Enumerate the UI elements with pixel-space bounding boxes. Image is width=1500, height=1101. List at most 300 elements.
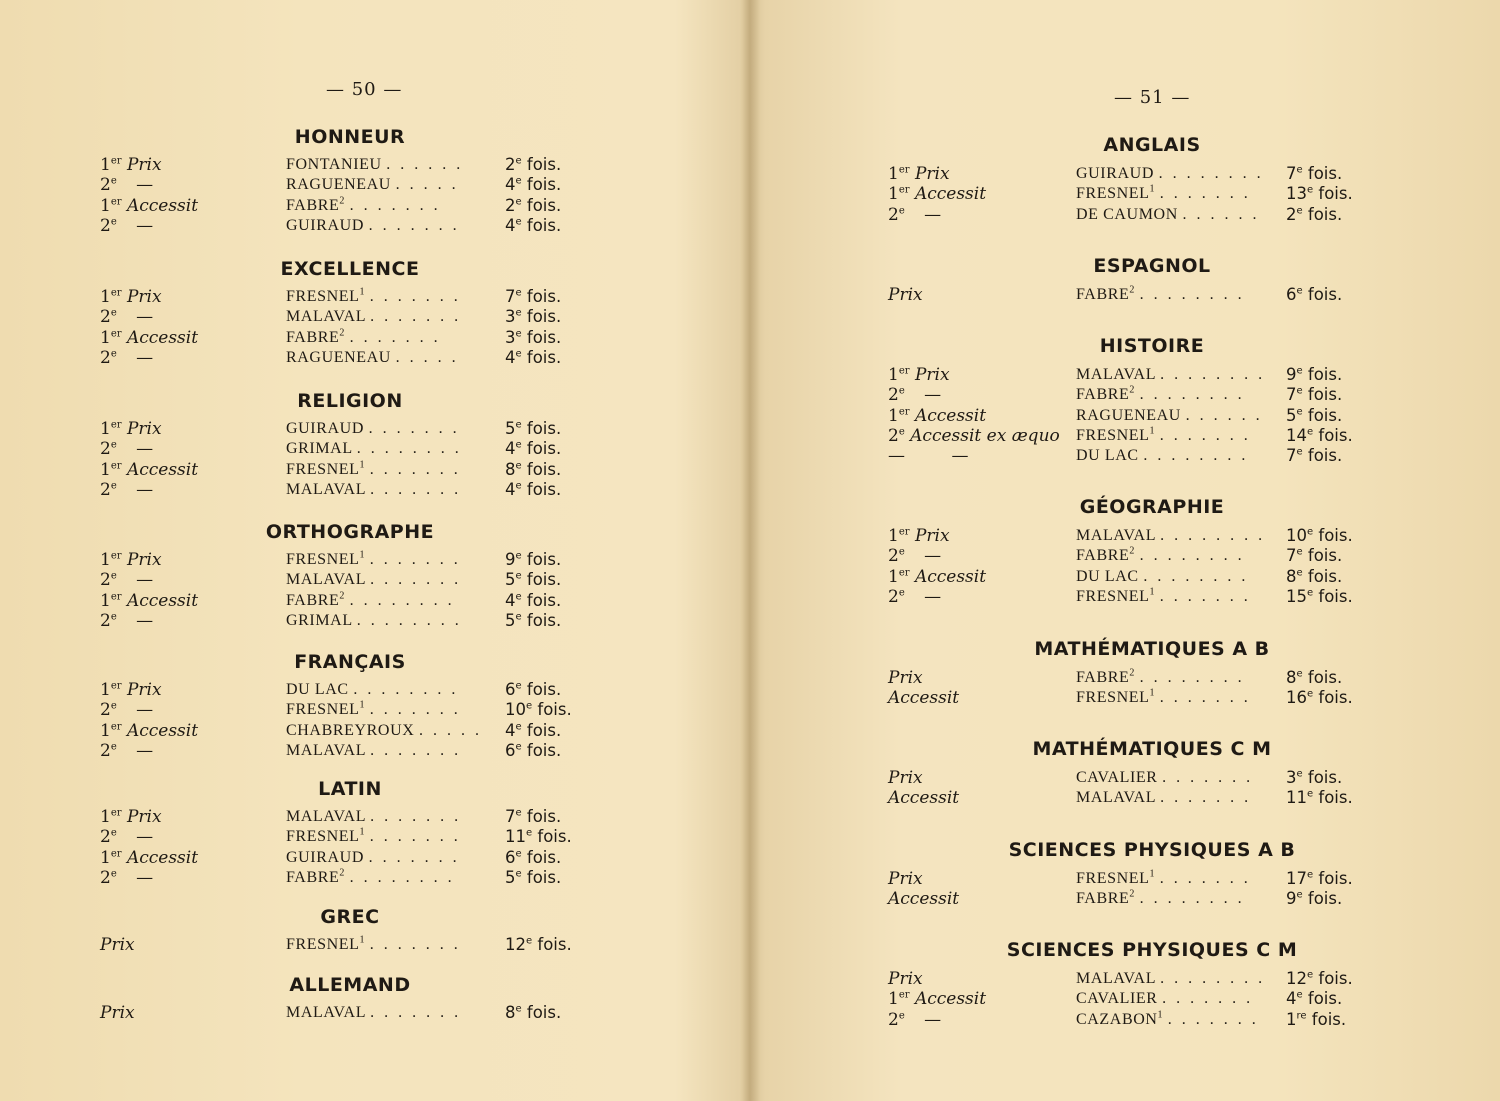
award-rank: 1 — [100, 155, 111, 175]
award-label — [888, 184, 986, 204]
student-surname: FABRE — [1076, 669, 1130, 686]
student-name — [286, 175, 459, 195]
student-name — [286, 591, 455, 611]
student-name — [286, 216, 460, 236]
award-rank-suffix: er — [110, 195, 122, 207]
dot-leader: . . . . . . — [1182, 205, 1260, 223]
count-ordinal: e — [1307, 426, 1314, 438]
count-suffix: fois. — [537, 827, 572, 847]
times-count — [505, 868, 561, 888]
count-ordinal: e — [515, 175, 522, 187]
count-number: 1 — [1286, 1009, 1297, 1029]
award-label — [888, 365, 950, 385]
award-row — [100, 868, 600, 888]
count-suffix: fois. — [526, 1003, 562, 1022]
student-name — [286, 287, 461, 307]
award-label — [100, 307, 153, 327]
times-count — [505, 570, 561, 590]
count-ordinal: e — [515, 591, 522, 603]
student-name — [1076, 426, 1251, 446]
count-suffix: fois. — [1307, 365, 1343, 384]
dot-leader: . . . . . . . . — [349, 591, 455, 609]
student-surname: RAGUENEAU — [1076, 406, 1181, 424]
dot-leader: . . . . . . — [386, 156, 464, 173]
award-label — [888, 526, 950, 546]
subject-heading: SCIENCES PHYSIQUES A B — [1008, 839, 1296, 861]
subject-heading: HISTOIRE — [1099, 335, 1205, 357]
award-row — [100, 570, 600, 590]
count-ordinal: e — [1296, 205, 1303, 217]
count-suffix: fois. — [1318, 586, 1353, 606]
award-type: Accessit — [126, 590, 199, 611]
award-label — [100, 1003, 135, 1023]
award-type: Accessit — [914, 184, 987, 205]
award-row — [100, 807, 600, 827]
count-suffix: fois. — [1307, 566, 1343, 586]
award-type: Accessit — [126, 847, 199, 868]
award-rank-suffix: e — [110, 827, 117, 839]
count-suffix: fois. — [526, 610, 562, 630]
count-suffix: fois. — [1318, 969, 1353, 988]
award-type: Prix — [914, 164, 950, 184]
award-row — [888, 688, 1388, 708]
student-name — [1076, 285, 1245, 305]
count-ordinal: e — [515, 348, 522, 360]
award-label — [100, 611, 153, 631]
award-row — [888, 788, 1388, 808]
count-suffix: fois. — [526, 680, 562, 699]
award-label — [100, 480, 153, 500]
footnote-marker: 1 — [1149, 868, 1156, 880]
award-type: — — [924, 385, 942, 406]
dot-leader: . . . . . . . . — [1139, 386, 1245, 404]
award-row — [888, 546, 1388, 566]
count-number: 8 — [1286, 668, 1297, 687]
count-number: 7 — [505, 287, 516, 306]
count-number: 10 — [505, 700, 526, 720]
award-label — [888, 285, 923, 305]
dot-leader: . . . . . . . — [369, 460, 461, 478]
award-type: — — [136, 740, 154, 761]
count-ordinal: e — [1296, 406, 1303, 418]
count-number: 6 — [505, 680, 516, 699]
award-type: Prix — [100, 1003, 135, 1023]
times-count — [505, 155, 561, 175]
count-number: 4 — [505, 347, 516, 367]
count-suffix: fois. — [526, 307, 562, 327]
count-suffix: fois. — [1318, 788, 1353, 808]
award-label — [100, 348, 153, 368]
count-suffix: fois. — [1307, 405, 1343, 425]
footnote-marker: 2 — [339, 195, 345, 207]
award-label — [888, 788, 959, 808]
count-ordinal: e — [515, 287, 522, 299]
student-surname: MALAVAL — [286, 741, 366, 759]
dot-leader: . . . . . . . — [370, 808, 462, 825]
subject-heading: SCIENCES PHYSIQUES C M — [1006, 939, 1298, 961]
award-rank-suffix: er — [110, 459, 122, 471]
student-name — [286, 741, 461, 761]
award-label — [888, 426, 1060, 446]
award-label — [888, 1010, 941, 1030]
count-number: 9 — [1286, 365, 1297, 384]
award-label — [888, 385, 941, 405]
dot-leader: . . . . . . . . — [1139, 890, 1245, 908]
award-rank: 1 — [100, 327, 111, 348]
student-name — [286, 611, 462, 631]
award-row — [888, 365, 1388, 385]
count-suffix: fois. — [526, 419, 562, 438]
count-suffix: fois. — [526, 867, 562, 887]
dot-leader: . . . . . — [395, 176, 459, 194]
award-rank-suffix: e — [110, 570, 117, 582]
student-name — [286, 419, 460, 439]
award-type: Prix — [888, 285, 923, 305]
student-surname: FRESNEL — [286, 288, 360, 305]
student-surname: MALAVAL — [1076, 366, 1156, 383]
award-label — [888, 587, 941, 607]
subject-heading: EXCELLENCE — [280, 258, 420, 280]
count-ordinal: e — [1307, 184, 1314, 196]
award-row — [100, 196, 600, 216]
footnote-marker: 1 — [359, 286, 366, 298]
student-surname: FRESNEL — [1076, 870, 1150, 887]
award-rank: 2 — [100, 740, 111, 761]
student-surname: FRESNEL — [1076, 587, 1150, 605]
count-ordinal: e — [1296, 889, 1303, 901]
award-type: Prix — [914, 526, 950, 546]
award-rank-suffix: er — [110, 807, 122, 819]
times-count — [1286, 205, 1342, 225]
award-label — [100, 328, 198, 348]
award-rank-suffix: e — [110, 480, 117, 492]
student-name — [286, 868, 455, 888]
dot-leader: . . . . . . . — [370, 571, 462, 589]
times-count — [505, 328, 561, 348]
student-name — [1076, 1010, 1259, 1030]
award-type: Accessit — [126, 720, 199, 741]
award-rank-suffix: e — [110, 611, 117, 623]
student-name — [1076, 526, 1265, 546]
footnote-marker: 2 — [339, 867, 345, 879]
dot-leader: . . . . . . . . — [1143, 447, 1249, 465]
count-number: 5 — [1286, 405, 1297, 425]
count-ordinal: e — [515, 307, 522, 319]
times-count — [505, 611, 561, 631]
student-surname: FABRE — [1076, 890, 1130, 908]
student-surname: CAVALIER — [1076, 990, 1158, 1008]
times-count — [505, 1003, 561, 1023]
award-label — [100, 827, 153, 847]
award-type: — — [136, 610, 154, 631]
dot-leader: . . . . . . . — [369, 828, 461, 846]
award-type: — — [136, 700, 154, 721]
award-type: — — [136, 307, 154, 328]
award-type: Accessit — [914, 405, 987, 426]
award-rank-suffix: e — [110, 439, 117, 451]
count-number: 4 — [505, 590, 516, 610]
dot-leader: . . . . . . . . — [353, 681, 459, 698]
count-number: 11 — [1286, 788, 1307, 808]
subject-heading: HONNEUR — [294, 126, 406, 148]
dot-leader: . . . . . . . — [370, 308, 462, 326]
count-number: 4 — [1286, 989, 1297, 1009]
student-name — [1076, 184, 1251, 204]
count-suffix: fois. — [1307, 385, 1343, 405]
count-ordinal: e — [515, 155, 522, 167]
times-count — [1286, 426, 1353, 446]
count-suffix: fois. — [526, 215, 562, 235]
count-ordinal: e — [515, 680, 522, 692]
award-rank: 1 — [888, 526, 899, 546]
times-count — [505, 439, 561, 459]
award-rank-suffix: er — [110, 847, 122, 859]
award-rank: 1 — [100, 287, 111, 307]
award-type: Prix — [914, 365, 950, 385]
times-count — [1286, 446, 1342, 466]
student-surname: FRESNEL — [1076, 426, 1150, 444]
award-rank-suffix: er — [110, 419, 122, 431]
count-ordinal: e — [526, 700, 533, 712]
student-surname: DU LAC — [1076, 567, 1139, 585]
award-row — [888, 1010, 1388, 1030]
award-rank: 2 — [100, 827, 111, 848]
student-name — [286, 348, 459, 368]
award-rank-suffix: er — [110, 590, 122, 602]
count-ordinal: e — [1296, 567, 1303, 579]
dot-leader: . . . . . . . . — [1139, 547, 1245, 565]
student-name — [286, 700, 461, 720]
award-rank-suffix: e — [110, 307, 117, 319]
subject-heading: GÉOGRAPHIE — [1079, 496, 1225, 518]
times-count — [1286, 546, 1342, 566]
award-type: Accessit ex æquo — [910, 425, 1060, 446]
award-type: Prix — [888, 869, 923, 889]
student-name — [286, 721, 482, 741]
award-rank: 2 — [100, 867, 111, 888]
award-rank-suffix: e — [898, 385, 905, 397]
footnote-marker: 2 — [1129, 284, 1135, 296]
student-surname: MALAVAL — [286, 308, 366, 326]
student-surname: FRESNEL — [1076, 689, 1150, 707]
award-rank-suffix: er — [898, 989, 910, 1001]
award-type: — — [136, 175, 154, 196]
award-rank-suffix: e — [898, 546, 905, 558]
count-number: 4 — [505, 215, 516, 235]
student-surname: FRESNEL — [286, 460, 360, 478]
award-rank: 1 — [100, 720, 111, 741]
award-rank: 2 — [100, 700, 111, 721]
award-type: Prix — [126, 807, 162, 827]
count-number: 17 — [1286, 869, 1307, 888]
award-label — [888, 869, 923, 889]
count-number: 8 — [505, 1003, 516, 1022]
student-surname: GUIRAUD — [286, 848, 364, 866]
award-label — [100, 591, 198, 611]
dot-leader: . . . . . . . — [369, 936, 461, 953]
student-surname: FRESNEL — [286, 936, 360, 953]
award-rank: 2 — [888, 385, 899, 406]
student-name — [286, 570, 461, 590]
count-suffix: fois. — [537, 700, 572, 720]
dot-leader: . . . . . . . — [1167, 1010, 1259, 1028]
student-name — [286, 827, 461, 847]
award-type: Prix — [126, 287, 162, 307]
subject-heading: ANGLAIS — [1103, 134, 1201, 156]
dot-leader: . . . . . . . — [1159, 426, 1251, 444]
award-row — [100, 328, 600, 348]
right-page — [752, 0, 1500, 1101]
footnote-marker: 1 — [1149, 183, 1156, 195]
student-surname: GUIRAUD — [286, 420, 364, 437]
count-suffix: fois. — [1307, 768, 1343, 787]
times-count — [505, 700, 572, 720]
student-name — [286, 550, 461, 570]
count-number: 10 — [1286, 526, 1307, 545]
times-count — [505, 419, 561, 439]
count-number: 8 — [1286, 566, 1297, 586]
count-suffix: fois. — [1318, 184, 1353, 204]
award-type: Prix — [126, 550, 162, 570]
award-row — [100, 460, 600, 480]
student-name — [286, 848, 460, 868]
student-surname: DE CAUMON — [1076, 205, 1178, 223]
student-surname: FABRE — [1076, 286, 1130, 303]
count-number: 15 — [1286, 586, 1307, 606]
dot-leader: . . . . . . . — [1159, 689, 1251, 707]
award-row — [888, 446, 1388, 466]
footnote-marker: 1 — [359, 699, 366, 711]
award-label — [100, 570, 153, 590]
subject-heading: ORTHOGRAPHE — [265, 521, 435, 543]
award-row — [100, 848, 600, 868]
count-ordinal: e — [515, 216, 522, 228]
count-number: 7 — [1286, 164, 1297, 183]
dot-leader: . . . . . . . — [1159, 185, 1251, 203]
count-number: 6 — [1286, 285, 1297, 304]
footnote-marker: 2 — [339, 590, 345, 602]
count-number: 3 — [1286, 768, 1297, 787]
count-suffix: fois. — [1307, 204, 1343, 224]
award-rank: 2 — [100, 175, 111, 196]
count-ordinal: e — [1296, 285, 1303, 297]
count-number: 6 — [505, 740, 516, 760]
dot-leader: . . . . . . . — [370, 1004, 462, 1021]
times-count — [1286, 164, 1342, 184]
count-suffix: fois. — [526, 459, 562, 479]
award-row — [888, 526, 1388, 546]
count-ordinal: e — [1307, 587, 1314, 599]
student-name — [286, 155, 463, 175]
count-ordinal: e — [1296, 546, 1303, 558]
award-rank: 2 — [100, 439, 111, 460]
student-surname: GUIRAUD — [1076, 165, 1154, 182]
award-type: — — [136, 479, 154, 500]
award-rank: 1 — [100, 195, 111, 216]
count-number: 4 — [505, 720, 516, 740]
award-row — [100, 480, 600, 500]
dot-leader: . . . . . . . — [370, 741, 462, 759]
count-suffix: fois. — [526, 590, 562, 610]
count-suffix: fois. — [526, 479, 562, 499]
count-number: 14 — [1286, 425, 1307, 445]
times-count — [1286, 688, 1353, 708]
award-row — [888, 869, 1388, 889]
subject-heading: GREC — [320, 906, 380, 928]
count-ordinal: e — [515, 439, 522, 451]
award-row — [100, 419, 600, 439]
student-surname: CAVALIER — [1076, 769, 1158, 786]
award-row — [100, 721, 600, 741]
count-ordinal: e — [515, 196, 522, 208]
dot-leader: . . . . . . . . — [1160, 527, 1266, 544]
times-count — [1286, 587, 1353, 607]
student-name — [1076, 365, 1265, 385]
student-surname: RAGUENEAU — [286, 348, 391, 366]
student-name — [286, 307, 461, 327]
subject-heading: MATHÉMATIQUES C M — [1032, 738, 1272, 760]
count-ordinal: e — [515, 611, 522, 623]
count-number: 16 — [1286, 688, 1307, 708]
dot-leader: . . . . . . . — [368, 420, 460, 437]
student-name — [1076, 668, 1245, 688]
award-row — [888, 989, 1388, 1009]
dot-leader: . . . . . . . . — [1158, 165, 1264, 182]
award-label — [888, 688, 959, 708]
award-rank: 1 — [100, 590, 111, 611]
dot-leader: . . . . . . . . — [1143, 567, 1249, 585]
times-count — [1286, 869, 1353, 889]
dot-leader: . . . . . . . . — [1160, 366, 1266, 383]
times-count — [1286, 1010, 1346, 1030]
award-label — [100, 700, 153, 720]
award-rank: 1 — [100, 680, 111, 700]
award-row — [888, 768, 1388, 788]
dot-leader: . . . . . . — [1185, 406, 1263, 424]
award-rank-suffix: er — [898, 164, 910, 176]
subject-heading: FRANÇAIS — [294, 651, 406, 673]
count-ordinal: e — [1296, 668, 1303, 680]
student-name — [1076, 406, 1263, 426]
count-suffix: fois. — [1318, 526, 1353, 545]
student-name — [1076, 446, 1248, 466]
award-type: Accessit — [914, 989, 987, 1010]
subject-heading: ALLEMAND — [289, 974, 411, 996]
award-rank: 1 — [888, 566, 899, 587]
times-count — [505, 196, 561, 216]
count-ordinal: e — [1307, 969, 1314, 981]
student-surname: FRESNEL — [1076, 185, 1150, 203]
award-type: Accessit — [888, 889, 960, 910]
student-name — [1076, 688, 1251, 708]
student-name — [1076, 989, 1253, 1009]
award-label — [100, 868, 153, 888]
subject-heading: RELIGION — [297, 390, 403, 412]
award-rank-suffix: er — [110, 720, 122, 732]
award-label — [100, 216, 153, 236]
dot-leader: . . . . . . . — [1162, 769, 1254, 786]
student-surname: MALAVAL — [286, 808, 366, 825]
student-surname: MALAVAL — [286, 480, 366, 498]
page-number: — 51 — — [1114, 87, 1191, 108]
student-name — [1076, 567, 1248, 587]
student-name — [1076, 869, 1251, 889]
times-count — [505, 287, 561, 307]
count-ordinal: e — [515, 1003, 522, 1015]
student-name — [1076, 546, 1245, 566]
award-rank: 2 — [100, 307, 111, 328]
count-number: 9 — [505, 550, 516, 569]
